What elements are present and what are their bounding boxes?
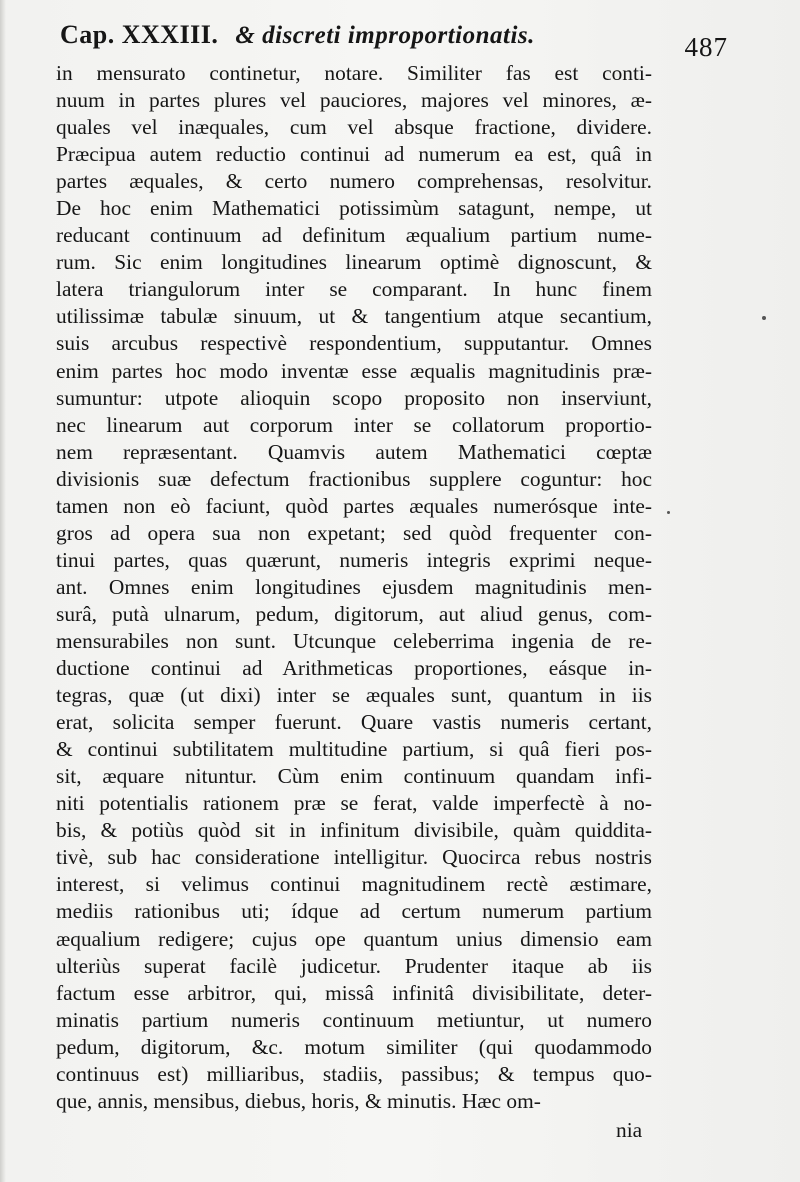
- text-line: interest, si velimus continui magnitudinem rectè æstimare,: [56, 872, 652, 897]
- text-line: latera triangulorum inter se comparant. In hunc finem: [56, 277, 652, 302]
- text-line: factum esse arbitror, qui, missâ infinitâ divisibilitate, deter-: [56, 980, 652, 1005]
- text-line: sumuntur: utpote alioquin scopo proposito non inserviunt,: [56, 385, 652, 410]
- running-head: [60, 20, 535, 50]
- page-header: [60, 10, 730, 62]
- text-line: tamen non eò faciunt, quòd partes æquales numerósque inte-: [56, 493, 652, 518]
- text-line: in mensurato continetur, notare. Similiter fas est conti-: [56, 61, 652, 85]
- text-line: æqualium redigere; cujus ope quantum unius dimensio eam: [56, 926, 652, 951]
- text-line: mensurabiles non sunt. Utcunque celeberrima ingenia de re-: [56, 628, 652, 653]
- text-line: utilissimæ tabulæ sinuum, ut & tangentium atque secantium,: [56, 304, 652, 329]
- text-line: suis arcubus respectivè respondentium, supputantur. Omnes: [56, 331, 652, 356]
- text-line: tegras, quæ (ut dixi) inter se æquales sunt, quantum in iis: [56, 683, 652, 708]
- text-line: erat, solicita semper fuerunt. Quare vastis numeris certant,: [56, 710, 652, 735]
- text-line: pedum, digitorum, &c. motum similiter (qui quodammodo: [56, 1034, 652, 1059]
- page-number: 487: [684, 32, 728, 62]
- text-line: ant. Omnes enim longitudines ejusdem magnitudinis men-: [56, 574, 652, 599]
- text-line: nuum in partes plures vel pauciores, majores vel minores, æ-: [56, 88, 652, 113]
- text-line: reducant continuum ad definitum æqualium partium nume-: [56, 223, 652, 248]
- text-line: rum. Sic enim longitudines linearum optimè dignoscunt, &: [56, 250, 652, 275]
- text-line: niti potentialis rationem præ se ferat, valde imperfectè à no-: [56, 791, 652, 816]
- text-line: Præcipua autem reductio continui ad numerum ea est, quâ in: [56, 142, 652, 167]
- text-line: que, annis, mensibus, diebus, horis, & minutis. Hæc om-: [56, 1088, 541, 1113]
- text-line: tinui partes, quas quærunt, numeris integris exprimi neque-: [56, 547, 652, 572]
- text-line: & continui subtilitatem multitudine partium, si quâ fieri pos-: [56, 737, 652, 762]
- text-line: partes æquales, & certo numero comprehensas, resolvitur.: [56, 169, 652, 194]
- running-title: & discreti improportionatis.: [235, 22, 535, 49]
- text-line: divisionis suæ defectum fractionibus supplere coguntur: hoc: [56, 466, 652, 491]
- body-text: [56, 60, 652, 1115]
- text-line: De hoc enim Mathematici potissimùm satagunt, nempe, ut: [56, 196, 652, 221]
- text-line: continuus est) milliaribus, stadiis, passibus; & tempus quo-: [56, 1061, 652, 1086]
- chapter-label: Cap. XXXIII.: [60, 20, 219, 49]
- text-line: nec linearum aut corporum inter se collatorum proportio-: [56, 412, 652, 437]
- text-line: quales vel inæquales, cum vel absque fractione, dividere.: [56, 115, 652, 140]
- text-line: bis, & potiùs quòd sit in infinitum divisibile, quàm quiddita-: [56, 818, 652, 843]
- text-line: sit, æquare nituntur. Cùm enim continuum quandam infi-: [56, 764, 652, 789]
- text-line: gros ad opera sua non expetant; sed quòd frequenter con-: [56, 520, 652, 545]
- catchword: nia: [616, 1118, 643, 1142]
- text-line: ductione continui ad Arithmeticas proportiones, eásque in-: [56, 656, 652, 681]
- print-speck: [762, 316, 766, 320]
- text-line: surâ, putà ulnarum, pedum, digitorum, aut aliud genus, com-: [56, 601, 652, 626]
- print-speck: [667, 511, 670, 514]
- text-line: ulteriùs superat facilè judicetur. Prudenter itaque ab iis: [56, 953, 652, 978]
- text-line: enim partes hoc modo inventæ esse æqualis magnitudinis præ-: [56, 358, 652, 383]
- text-line: minatis partium numeris continuum metiuntur, ut numero: [56, 1007, 652, 1032]
- text-line: mediis rationibus uti; ídque ad certum numerum partium: [56, 899, 652, 924]
- text-line: nem repræsentant. Quamvis autem Mathematici cœptæ: [56, 439, 652, 464]
- text-line: tivè, sub hac consideratione intelligitur. Quocirca rebus nostris: [56, 845, 652, 870]
